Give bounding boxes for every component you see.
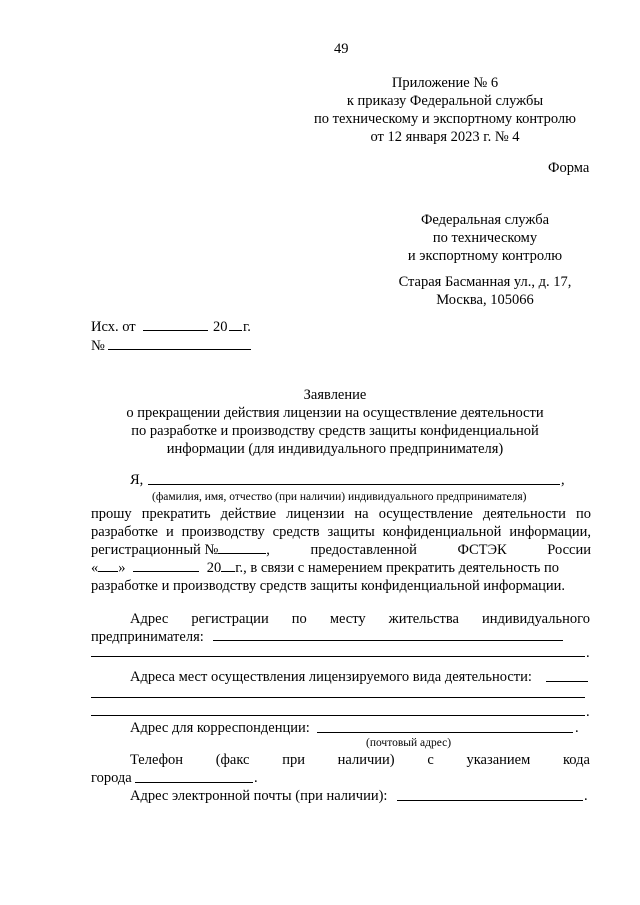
phone-word-5: с bbox=[427, 752, 434, 768]
reg-address-line-1 bbox=[130, 610, 590, 628]
phone-word-6: указанием bbox=[466, 752, 531, 768]
reg-word-3: по bbox=[291, 611, 307, 627]
para1-line-1-text: прошу прекратить действие лицензии на осуществление деятельности по bbox=[91, 506, 591, 522]
document-title bbox=[80, 386, 590, 458]
title-line-4: информации (для индивидуального предпринимателя) bbox=[166, 441, 504, 457]
reg-word-1: Адрес bbox=[130, 611, 169, 627]
phone-word-7: кода bbox=[563, 752, 590, 768]
license-month-field[interactable] bbox=[133, 559, 199, 572]
corr-address-label: Адрес для корреспонденции: bbox=[130, 720, 310, 736]
outgoing-year-field[interactable] bbox=[229, 330, 242, 331]
applicant-name-field[interactable] bbox=[148, 484, 560, 485]
reg-address-period: . bbox=[586, 645, 590, 661]
phone-period: . bbox=[254, 770, 258, 786]
corr-address-period: . bbox=[575, 720, 579, 736]
reg-number-group: регистрационный № , bbox=[91, 542, 270, 558]
title-line-3: по разработке и производству средств защиты конфиденциальной bbox=[131, 423, 539, 439]
annex-line-2: к приказу Федеральной службы bbox=[346, 93, 544, 109]
postal-hint: (почтовый адрес) bbox=[366, 737, 452, 749]
fstek-word: ФСТЭК bbox=[457, 542, 507, 558]
form-label: Форма bbox=[548, 160, 590, 176]
phone-word-2: (факс bbox=[215, 752, 250, 768]
page-number: 49 bbox=[334, 41, 349, 57]
recipient-line-2: по техническому bbox=[432, 230, 538, 246]
email-field[interactable] bbox=[397, 800, 583, 801]
phone-line-1 bbox=[130, 751, 590, 769]
annex-line-3: по техническому и экспортному контролю bbox=[314, 111, 576, 127]
annex-block bbox=[300, 74, 590, 146]
activity-address-field-3[interactable] bbox=[91, 715, 585, 716]
phone-word-3: при bbox=[282, 752, 305, 768]
title-line-1: Заявление bbox=[303, 387, 367, 403]
activity-address-label: Адреса мест осуществления лицензируемого вида деятельности: bbox=[130, 669, 532, 685]
reg-word-6: индивидуального bbox=[481, 611, 590, 627]
provided-word: предоставленной bbox=[310, 542, 417, 558]
para1-line-5: разработке и производству средств защиты конфиденциальной информации. bbox=[91, 578, 566, 594]
recipient-line-1: Федеральная служба bbox=[420, 212, 550, 228]
reg-number-field[interactable] bbox=[218, 541, 266, 554]
city-code-label: города bbox=[91, 770, 132, 786]
reg-address-label: предпринимателя: bbox=[91, 629, 204, 645]
license-year-prefix: 20 bbox=[206, 560, 222, 576]
russia-word: России bbox=[547, 542, 591, 558]
quote-close: » bbox=[118, 560, 126, 576]
para1-line-4-rest: г., в связи с намерением прекратить деятельность по bbox=[235, 560, 560, 576]
annex-line-1: Приложение № 6 bbox=[391, 75, 499, 91]
corr-address-field[interactable] bbox=[317, 732, 573, 733]
reg-number-label: регистрационный № bbox=[91, 542, 219, 558]
recipient-line-3: и экспортному контролю bbox=[407, 248, 563, 264]
phone-word-1: Телефон bbox=[130, 752, 183, 768]
reg-word-4: месту bbox=[329, 611, 366, 627]
email-label: Адрес электронной почты (при наличии): bbox=[130, 788, 388, 804]
para1-line-1 bbox=[91, 505, 591, 523]
outgoing-number-field[interactable] bbox=[108, 349, 251, 350]
para1-line-4 bbox=[91, 559, 559, 577]
applicant-comma: , bbox=[561, 472, 565, 488]
outgoing-number-label: № bbox=[91, 338, 105, 354]
reg-word-2: регистрации bbox=[191, 611, 269, 627]
reg-address-field-2[interactable] bbox=[91, 656, 585, 657]
para1-line-3 bbox=[91, 541, 591, 559]
reg-address-field-1[interactable] bbox=[213, 640, 563, 641]
reg-word-5: жительства bbox=[388, 611, 459, 627]
title-line-2: о прекращении действия лицензии на осуществление деятельности bbox=[126, 405, 544, 421]
outgoing-year-prefix: 20 bbox=[213, 319, 228, 335]
email-period: . bbox=[584, 788, 588, 804]
quote-open: « bbox=[91, 560, 99, 576]
applicant-label: Я, bbox=[130, 472, 144, 488]
license-day-field[interactable] bbox=[98, 559, 118, 572]
activity-address-field-2[interactable] bbox=[91, 697, 585, 698]
recipient-address-2: Москва, 105066 bbox=[436, 292, 534, 308]
license-year-field[interactable] bbox=[221, 559, 235, 572]
recipient-address-1: Старая Басманная ул., д. 17, bbox=[398, 274, 572, 290]
outgoing-date-field[interactable] bbox=[143, 330, 208, 331]
para1-line-2 bbox=[91, 523, 591, 541]
outgoing-year-suffix: г. bbox=[243, 319, 251, 335]
outgoing-ref-label: Исх. от bbox=[91, 319, 136, 335]
activity-address-period: . bbox=[586, 704, 590, 720]
activity-address-field-1[interactable] bbox=[546, 681, 588, 682]
recipient-block bbox=[390, 211, 580, 309]
phone-word-4: наличии) bbox=[337, 752, 395, 768]
annex-line-4: от 12 января 2023 г. № 4 bbox=[370, 129, 520, 145]
para1-line-2-text: разработке и производству средств защиты конфиденциальной информации, bbox=[91, 524, 591, 540]
phone-field[interactable] bbox=[135, 782, 253, 783]
fio-hint: (фамилия, имя, отчество (при наличии) индивидуального предпринимателя) bbox=[152, 491, 527, 503]
